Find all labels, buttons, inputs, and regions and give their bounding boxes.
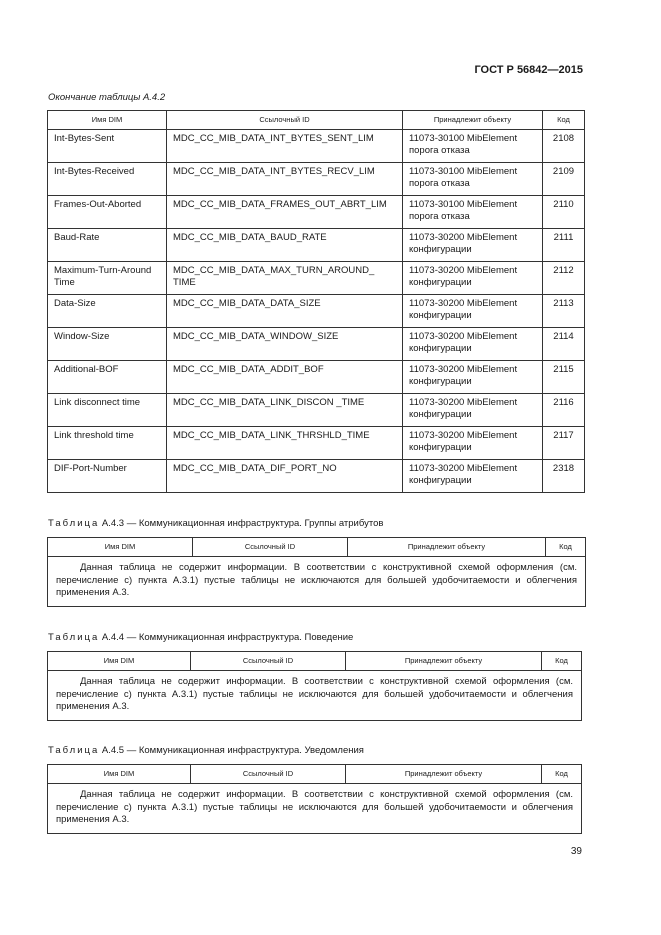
dim-name-cell: Link threshold time <box>48 427 167 460</box>
table-header-row <box>48 538 586 557</box>
reference-id-cell: MDC_CC_MIB_DATA_BAUD_RATE <box>167 229 403 262</box>
column-header: Ссылочный ID <box>167 111 403 130</box>
dim-name-cell: Frames-Out-Aborted <box>48 196 167 229</box>
reference-id-cell: MDC_CC_MIB_DATA_INT_BYTES_RECV_LIM <box>167 163 403 196</box>
table-row <box>48 130 585 163</box>
reference-id-cell: MDC_CC_MIB_DATA_MAX_TURN_AROUND_ TIME <box>167 262 403 295</box>
caption-label: Таблица <box>48 745 100 756</box>
table-header-row <box>48 765 582 784</box>
table-header-row <box>48 652 582 671</box>
table-note <box>48 557 586 607</box>
owner-object-cell: 11073-30200 MibElement конфигурации <box>403 460 543 493</box>
column-header: Код <box>542 765 582 784</box>
empty-table <box>47 537 586 607</box>
column-header: Принадлежит объекту <box>346 765 542 784</box>
reference-id-cell: MDC_CC_MIB_DATA_WINDOW_SIZE <box>167 328 403 361</box>
dim-name-cell: Int-Bytes-Received <box>48 163 167 196</box>
dim-name-cell: Int-Bytes-Sent <box>48 130 167 163</box>
column-header: Принадлежит объекту <box>346 652 542 671</box>
dim-name-cell: Link disconnect time <box>48 394 167 427</box>
dim-name-cell: Baud-Rate <box>48 229 167 262</box>
table-row <box>48 427 585 460</box>
owner-object-cell: 11073-30100 MibElement порога отказа <box>403 196 543 229</box>
code-cell: 2117 <box>543 427 585 460</box>
table-row <box>48 328 585 361</box>
column-header: Ссылочный ID <box>193 538 348 557</box>
owner-object-cell: 11073-30200 MibElement конфигурации <box>403 361 543 394</box>
reference-id-cell: MDC_CC_MIB_DATA_LINK_THRSHLD_TIME <box>167 427 403 460</box>
table-row <box>48 460 585 493</box>
table-caption <box>48 745 364 756</box>
dim-name-cell: DIF-Port-Number <box>48 460 167 493</box>
table-row <box>48 262 585 295</box>
column-header: Имя DIM <box>48 111 167 130</box>
dim-name-cell: Window-Size <box>48 328 167 361</box>
table-a42 <box>47 110 585 493</box>
column-header: Имя DIM <box>48 538 193 557</box>
table-row <box>48 196 585 229</box>
code-cell: 2114 <box>543 328 585 361</box>
caption-text: А.4.5 — Коммуникационная инфраструктура. Уведомления <box>101 745 364 756</box>
code-cell: 2318 <box>543 460 585 493</box>
table-caption <box>48 632 353 643</box>
column-header: Код <box>546 538 586 557</box>
note-text: Данная таблица не содержит информации. В соответствии с конструктивной схемой оформления (см. перечисление с) пункта А.3.1) пустые таблицы не исключаются для большей удобочитаемости и облегчения применения А.3. <box>56 676 573 712</box>
table-row <box>48 229 585 262</box>
dim-name-cell: Additional-BOF <box>48 361 167 394</box>
table-note <box>48 671 582 721</box>
reference-id-cell: MDC_CC_MIB_DATA_INT_BYTES_SENT_LIM <box>167 130 403 163</box>
caption-text: А.4.4 — Коммуникационная инфраструктура. Поведение <box>101 632 354 643</box>
standard-number: ГОСТ Р 56842—2015 <box>474 64 583 76</box>
column-header: Принадлежит объекту <box>403 111 543 130</box>
table-row <box>48 361 585 394</box>
note-text: Данная таблица не содержит информации. В соответствии с конструктивной схемой оформления (см. перечисление с) пункта А.3.1) пустые таблицы не исключаются для большей удобочитаемости и облегчения применения А.3. <box>56 789 573 825</box>
column-header: Ссылочный ID <box>191 652 346 671</box>
code-cell: 2112 <box>543 262 585 295</box>
page-number: 39 <box>570 846 582 857</box>
code-cell: 2116 <box>543 394 585 427</box>
owner-object-cell: 11073-30200 MibElement конфигурации <box>403 394 543 427</box>
code-cell: 2113 <box>543 295 585 328</box>
code-cell: 2115 <box>543 361 585 394</box>
column-header: Код <box>542 652 582 671</box>
code-cell: 2109 <box>543 163 585 196</box>
owner-object-cell: 11073-30100 MibElement порога отказа <box>403 163 543 196</box>
owner-object-cell: 11073-30100 MibElement порога отказа <box>403 130 543 163</box>
table-row <box>48 295 585 328</box>
empty-table <box>47 651 582 721</box>
caption-label: Таблица <box>48 518 100 529</box>
owner-object-cell: 11073-30200 MibElement конфигурации <box>403 262 543 295</box>
dim-name-cell: Data-Size <box>48 295 167 328</box>
reference-id-cell: MDC_CC_MIB_DATA_FRAMES_OUT_ABRT_LIM <box>167 196 403 229</box>
code-cell: 2110 <box>543 196 585 229</box>
reference-id-cell: MDC_CC_MIB_DATA_ADDIT_BOF <box>167 361 403 394</box>
note-text: Данная таблица не содержит информации. В соответствии с конструктивной схемой оформления (см. перечисление с) пункта А.3.1) пустые таблицы не исключаются для большей удобочитаемости и облегчения применения А.3. <box>56 562 577 598</box>
table-note <box>48 784 582 834</box>
table-header-row <box>48 111 585 130</box>
owner-object-cell: 11073-30200 MibElement конфигурации <box>403 328 543 361</box>
table-row <box>48 394 585 427</box>
reference-id-cell: MDC_CC_MIB_DATA_DIF_PORT_NO <box>167 460 403 493</box>
reference-id-cell: MDC_CC_MIB_DATA_LINK_DISCON _TIME <box>167 394 403 427</box>
column-header: Ссылочный ID <box>191 765 346 784</box>
dim-name-cell: Maximum-Turn-Around Time <box>48 262 167 295</box>
code-cell: 2108 <box>543 130 585 163</box>
code-cell: 2111 <box>543 229 585 262</box>
reference-id-cell: MDC_CC_MIB_DATA_DATA_SIZE <box>167 295 403 328</box>
caption-text: А.4.3 — Коммуникационная инфраструктура. Группы атрибутов <box>101 518 384 529</box>
table-a42-caption: Окончание таблицы А.4.2 <box>48 92 166 103</box>
owner-object-cell: 11073-30200 MibElement конфигурации <box>403 229 543 262</box>
empty-table <box>47 764 582 834</box>
column-header: Принадлежит объекту <box>348 538 546 557</box>
owner-object-cell: 11073-30200 MibElement конфигурации <box>403 427 543 460</box>
table-row <box>48 163 585 196</box>
caption-label: Таблица <box>48 632 100 643</box>
column-header: Имя DIM <box>48 652 191 671</box>
owner-object-cell: 11073-30200 MibElement конфигурации <box>403 295 543 328</box>
table-caption <box>48 518 383 529</box>
column-header: Код <box>543 111 585 130</box>
column-header: Имя DIM <box>48 765 191 784</box>
